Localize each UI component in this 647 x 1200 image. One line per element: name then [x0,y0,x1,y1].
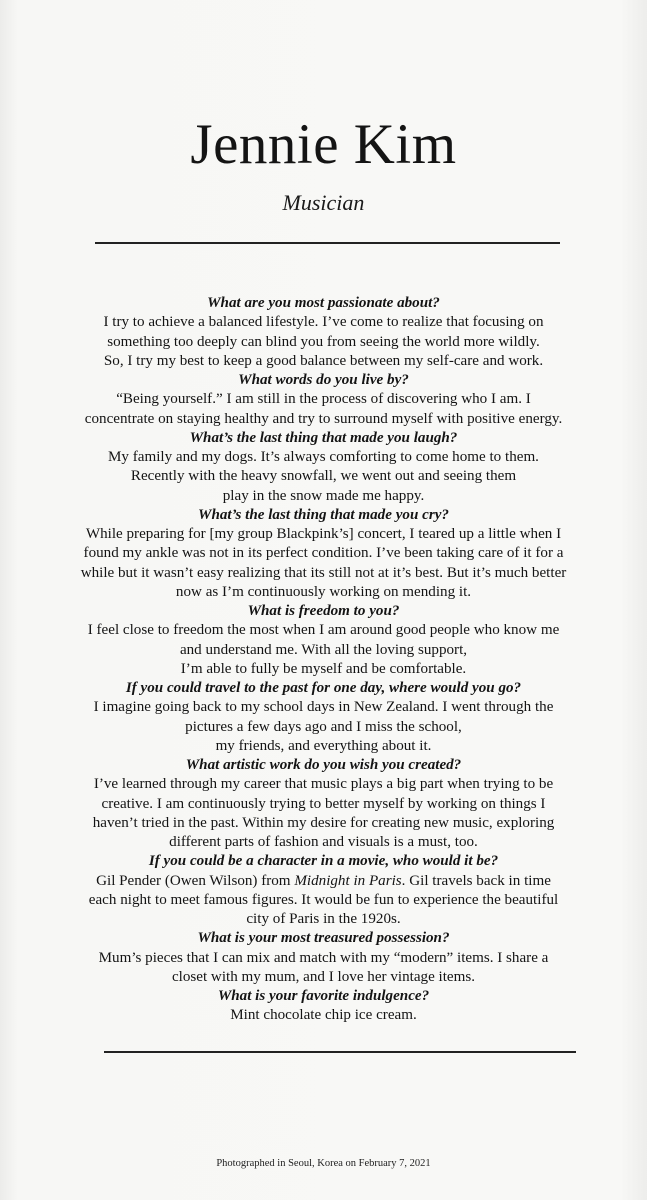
question: What are you most passionate about? [207,295,440,311]
movie-title: Midnight in Paris [294,872,402,889]
answer-line: pictures a few days ago and I miss the school, [185,718,462,735]
answer-line: “Being yourself.” I am still in the process of discovering who I am. I [116,391,531,408]
answer-line: while but it wasn’t easy realizing that its still not at it’s best. But it’s much better [80,564,567,581]
answer-line: Mum’s pieces that I can mix and match with my “modern” items. I share a [98,949,549,966]
question: What’s the last thing that made you cry? [198,506,449,523]
question: What is your favorite indulgence? [217,988,430,1004]
answer-line: each night to meet famous figures. It would be fun to experience the beautiful [88,891,559,908]
question: What words do you live by? [238,372,409,388]
bottom-divider [104,1051,576,1053]
answer-text: Gil Pender (Owen Wilson) from [96,872,295,889]
answer-line: and understand me. With all the loving support, [179,641,468,658]
answer-line: creative. I am continuously trying to better myself by working on things I [101,795,546,812]
top-divider [95,242,560,244]
answer-line: Mint chocolate chip ice cream. [230,1007,417,1024]
answer-line: My family and my dogs. It’s always comforting to come home to them. [108,449,539,465]
photo-credit: Photographed in Seoul, Korea on February 7, 2021 [216,1158,431,1169]
subtitle-role: Musician [282,190,365,215]
answer-line: play in the snow made me happy. [222,487,425,504]
page-title: Jennie Kim [190,113,457,176]
interview-body [60,294,587,1026]
question: What is freedom to you? [247,603,400,619]
question: What is your most treasured possession? [197,930,450,947]
answer-line: I feel close to freedom the most when I am around good people who know me [87,622,560,639]
answer-line: I’m able to fully be myself and be comfortable. [180,660,467,677]
answer-line: I imagine going back to my school days in New Zealand. I went through the [93,699,554,716]
answer-line: something too deeply can blind you from seeing the world more wildly. [107,333,540,350]
question: What’s the last thing that made you laugh? [189,429,458,446]
question: What artistic work do you wish you created? [185,757,462,773]
answer-line: now as I’m continuously working on mending it. [175,583,472,600]
answer-text: . Gil travels back in time [401,872,551,889]
answer-line-with-title [60,872,587,891]
answer-line: found my ankle was not in its perfect condition. I’ve been taking care of it for a [83,545,564,562]
answer-line: Recently with the heavy snowfall, we went out and seeing them [130,468,517,485]
answer-line: closet with my mum, and I love her vintage items. [171,968,476,985]
answer-line: I’ve learned through my career that music plays a big part when trying to be [93,776,554,793]
answer-line: my friends, and everything about it. [215,737,432,754]
question: If you could travel to the past for one day, where would you go? [125,680,522,696]
answer-line: So, I try my best to keep a good balance between my self-care and work. [103,352,544,369]
answer-line: haven’t tried in the past. Within my desire for creating new music, exploring [92,814,555,831]
answer-line: different parts of fashion and visuals is a must, too. [169,834,478,850]
answer-line: I try to achieve a balanced lifestyle. I’ve come to realize that focusing on [103,314,544,331]
question: If you could be a character in a movie, who would it be? [148,853,499,870]
answer-line: city of Paris in the 1920s. [246,911,401,927]
answer-line: While preparing for [my group Blackpink’s] concert, I teared up a little when I [85,526,562,542]
answer-line: concentrate on staying healthy and try to surround myself with positive energy. [84,410,563,427]
